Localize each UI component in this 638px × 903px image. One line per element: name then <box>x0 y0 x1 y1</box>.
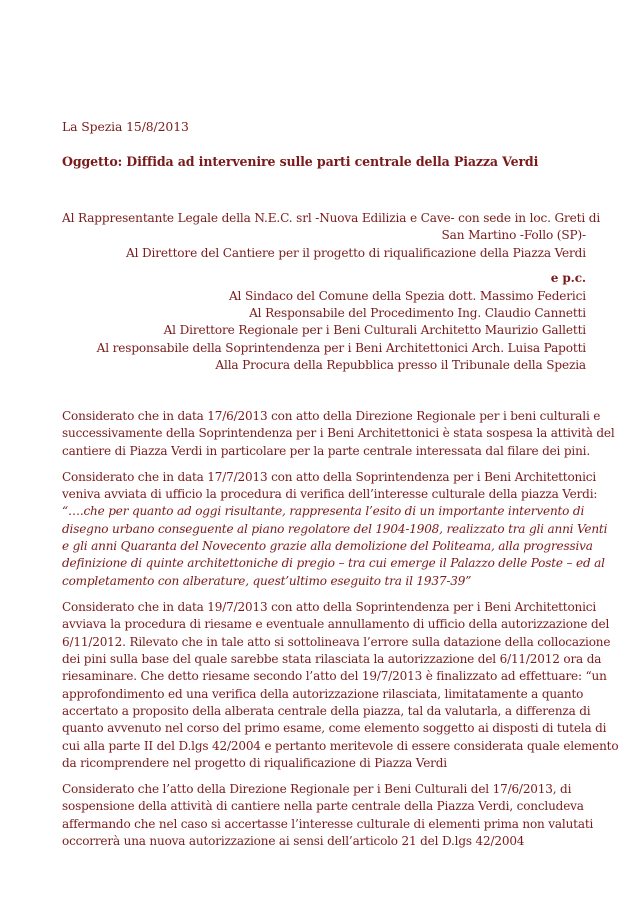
body-line: quanto avvenuto nel corso del primo esame, come elemento soggetto ai disposti di tutela di <box>62 721 607 736</box>
paragraph-1 <box>62 408 615 460</box>
quote-line: completamento con alberature, quest’ultimo eseguito tra il 1937-39” <box>62 573 472 588</box>
body-line: Considerato che in data 17/6/2013 con atto della Direzione Regionale per i beni culturali e <box>62 409 601 423</box>
letter-subject: Oggetto: Diffida ad intervenire sulle parti centrale della Piazza Verdi <box>62 154 539 169</box>
body-line: dei pini sulla base del quale sarebbe stata rilasciata la autorizzazione del 6/11/2012 ora da <box>62 651 602 666</box>
body-line: Considerato che l’atto della Direzione Regionale per i Beni Culturali del 17/6/2013, di <box>62 781 572 796</box>
body-line: avviava la procedura di riesame e eventuale annullamento di ufficio della autorizzazione del <box>62 617 610 632</box>
cc-recipient-line: Al Sindaco del Comune della Spezia dott. Massimo Federici <box>228 288 586 303</box>
letter-date: La Spezia 15/8/2013 <box>62 119 189 134</box>
cc-recipient-line: Al Direttore Regionale per i Beni Culturali Architetto Maurizio Galletti <box>163 323 586 338</box>
paragraph-4 <box>62 781 594 850</box>
body-line: occorrerà una nuova autorizzazione ai sensi dell’articolo 21 del D.lgs 42/2004 <box>62 833 525 848</box>
letter-body <box>62 408 619 859</box>
body-line: veniva avviata di ufficio la procedura di verifica dell’interesse culturale della piazza Verdi: <box>62 487 598 502</box>
paragraph-2 <box>62 469 608 590</box>
cc-recipient-line: Alla Procura della Repubblica presso il Tribunale della Spezia <box>215 358 586 373</box>
body-line: da ricomprendere nel progetto di riqualificazione di Piazza Verdi <box>62 755 447 770</box>
cc-recipient-line: Al Responsabile del Procedimento Ing. Claudio Cannetti <box>249 306 586 321</box>
recipient-line: Al Rappresentante Legale della N.E.C. srl -Nuova Edilizia e Cave- con sede in loc. Greti di <box>62 211 601 225</box>
paragraph-3 <box>62 599 619 772</box>
quote-line: “….che per quanto ad oggi risultante, rappresenta l’esito di un importante intervento di <box>62 504 585 519</box>
quote-line: definizione di quinte architettoniche di pregio – tra cui emerge il Palazzo delle Poste – ed al <box>62 556 605 571</box>
body-line: sospensione della attività di cantiere nella parte centrale della Piazza Verdi, concludeva <box>62 799 584 814</box>
recipient-line: Al Direttore del Cantiere per il progetto di riqualificazione della Piazza Verdi <box>125 245 586 260</box>
quote-line: e gli anni Quaranta del Novecento grazie alla demolizione del Politeama, alla progressiva <box>62 539 593 554</box>
body-line: cui alla parte II del D.lgs 42/2004 e pertanto meritevole di essere considerata quale elemento <box>62 738 619 753</box>
body-line: cantiere di Piazza Verdi in particolare per la parte centrale interessata dal filare dei pini. <box>62 443 590 458</box>
recipients-block <box>62 210 601 375</box>
cc-recipient-line: Al responsabile della Soprintendenza per i Beni Architettonici Arch. Luisa Papotti <box>96 340 586 355</box>
cc-label: e p.c. <box>550 271 586 286</box>
body-line: approfondimento ed una verifica della autorizzazione rilasciata, limitatamente a quanto <box>62 686 584 701</box>
body-line: accertato a proposito della alberata centrale della piazza, tal da valutarla, a differenza di <box>62 703 591 718</box>
body-line: 6/11/2012. Rilevato che in tale atto si sottolineava l’errore sulla datazione della collocazione <box>62 634 611 649</box>
body-line: Considerato che in data 19/7/2013 con atto della Soprintendenza per i Beni Architettonici <box>62 599 597 614</box>
body-line: riesaminare. Che detto riesame secondo l’atto del 19/7/2013 è finalizzato ad effettuare: “un <box>62 669 607 684</box>
body-line: Considerato che in data 17/7/2013 con atto della Soprintendenza per i Beni Architettonici <box>62 469 597 484</box>
quote-line: disegno urbano conseguente al piano regolatore del 1904-1908, realizzato tra gli anni Venti <box>62 521 608 536</box>
body-line: affermando che nel caso si accertasse l’interesse culturale di elementi prima non valutati <box>62 816 594 831</box>
body-line: successivamente della Soprintendenza per i Beni Architettonici è stata sospesa la attività del <box>62 426 615 441</box>
recipient-line: San Martino -Follo (SP)- <box>441 228 586 243</box>
